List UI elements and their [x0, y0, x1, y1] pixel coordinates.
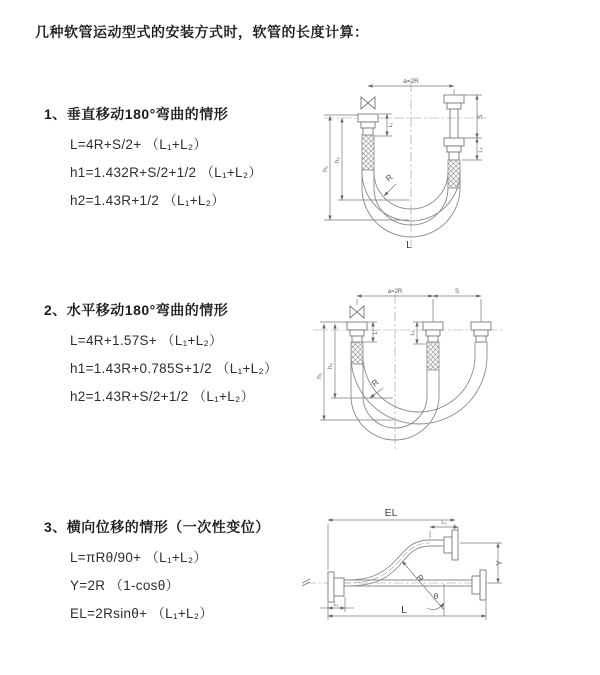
dim-label-r: R	[383, 171, 395, 184]
dim-label-theta: θ	[433, 592, 439, 601]
formula-line: EL=2Rsinθ+ （L₁+L₂）	[70, 606, 214, 621]
formula-line: L=πRθ/90+ （L₁+L₂）	[70, 550, 208, 565]
dim-label-r: R	[369, 376, 381, 389]
dimension-lines	[320, 296, 481, 420]
dim-label-s: S	[477, 114, 484, 120]
diagram-labels	[334, 507, 504, 616]
formula-line: h2=1.43R+1/2 （L₁+L₂）	[70, 193, 226, 208]
dim-label-width: a=2R	[403, 78, 419, 85]
dim-label-l1: L₁	[373, 329, 379, 335]
formula-line: h1=1.43R+0.785S+1/2 （L₁+L₂）	[70, 361, 278, 376]
section-3-heading: 3、横向位移的情形（一次性变位）	[44, 519, 270, 535]
dim-label-h2: h₂	[334, 156, 341, 164]
formula-line: h1=1.432R+S/2+1/2 （L₁+L₂）	[70, 165, 263, 180]
section-2	[44, 300, 344, 415]
dim-label-el: EL	[384, 507, 398, 519]
dim-label-width: a=2R	[387, 289, 403, 295]
centerlines	[324, 82, 486, 246]
dim-label-h1: h₁	[316, 373, 323, 379]
hose-fittings	[347, 322, 491, 342]
hose-loops	[351, 342, 487, 440]
diagram-vertical-180-bend	[306, 66, 588, 258]
section-2-heading: 2、水平移动180°弯曲的情形	[44, 302, 229, 318]
flange-fittings	[328, 530, 486, 602]
formula-line: L=4R+1.57S+ （L₁+L₂）	[70, 333, 223, 348]
dim-label-h2: h₂	[327, 362, 334, 370]
section-1-heading: 1、垂直移动180°弯曲的情形	[44, 106, 229, 122]
dim-label-l1: L₁	[333, 602, 339, 608]
section-1	[44, 104, 344, 219]
dim-label-l2: L₂	[410, 330, 416, 336]
diagram-lateral-displacement	[298, 496, 598, 664]
formula-line: L=4R+S/2+ （L₁+L₂）	[70, 137, 208, 152]
centerlines	[313, 294, 503, 450]
formula-line: Y=2R （1-cosθ）	[70, 578, 180, 593]
dim-label-h1: h₁	[322, 166, 329, 172]
formula-line: h2=1.43R+S/2+1/2 （L₁+L₂）	[70, 389, 255, 404]
dim-label-l2: L₂	[441, 520, 447, 526]
diagram-horizontal-180-bend	[303, 282, 598, 454]
dim-label-length: L	[401, 604, 407, 616]
page-title: 几种软管运动型式的安装方式时，软管的长度计算：	[35, 24, 369, 40]
dim-label-l2: L₂	[478, 147, 484, 153]
valve-icon	[350, 306, 364, 318]
valve-icon	[361, 97, 375, 109]
dim-label-length: L	[406, 239, 412, 251]
dim-label-y: Y	[495, 560, 504, 566]
dim-label-l1: L₁	[388, 122, 394, 128]
dim-label-s: S	[454, 289, 460, 295]
dim-label-r: R	[414, 572, 427, 584]
